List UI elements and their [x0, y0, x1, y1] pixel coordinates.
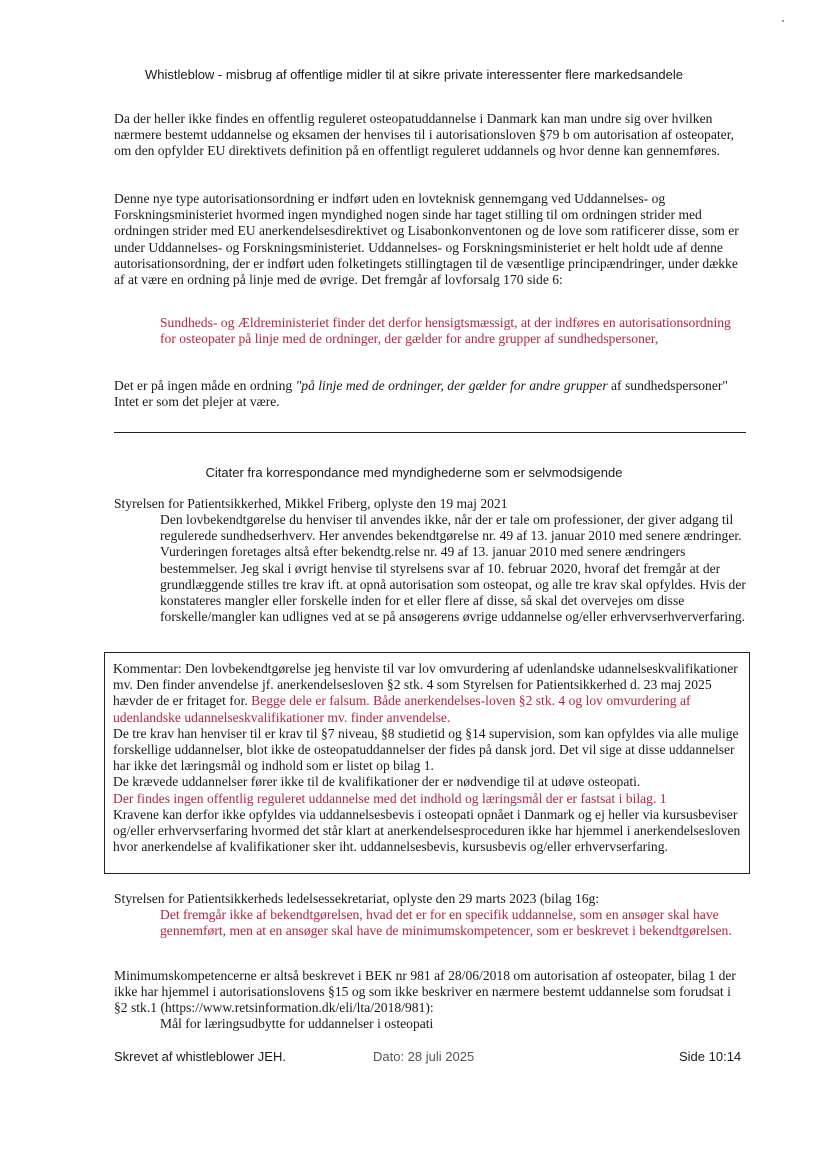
- comment-rebuttal: Begge dele er falsum. Både anerkendelses-loven §2 stk. 4 og lov omvurdering af udenlandske udannelseskvalifikationer mv. finder anvendelse.: [113, 693, 691, 725]
- scan-speck: [782, 20, 784, 22]
- section-subtitle: Citater fra korrespondance med myndighederne som er selvmodsigende: [205, 465, 623, 480]
- stps-2021-heading: Styrelsen for Patientsikkerhed, Mikkel Friberg, oplyste den 19 maj 2021: [114, 496, 508, 511]
- stps-2021-quote: Den lovbekendtgørelse du henviser til anvendes ikke, når der er tale om professioner, der giver adgang til regulerede sundhedserhverv. Her anvendes bekendtgørelse nr. 49 af 13. januar 2010 med senere ændringer. Vurderingen foretages altså efter bekendtg.relse nr. 49 af 13. januar 2010 med senere ændringers bestemmelser. Jeg skal i øvrigt henvise til styrelsens svar af 10. februar 2020, hvoraf det fremgår at der grundlæggende stilles tre krav ift. at opnå autorisation som osteopat, og alle tre krav skal opfyldes. Hvis der konstateres mangler eller forskelle inden for et eller flere af disse, så skal det overvejes om disse forskelle/mangler kan udlignes ved at se på ansøgerens øvrige uddannelse og/eller erhvervserhververfaring.: [160, 512, 746, 625]
- stps-2023-quote: Det fremgår ikke af bekendtgørelsen, hvad det er for en specifik uddannelse, som en ansøger skal have gennemført, men at en ansøger skal have de minimumskompetencer, som er beskrevet i bekendtgørelsen.: [160, 907, 732, 939]
- paragraph-minimum-competences: Minimumskompetencerne er altså beskrevet i BEK nr 981 af 28/06/2018 om autorisation af osteopater, bilag 1 der ikke har hjemmel i autorisationslovens §15 og som ikke beskriver en nærmere bestemt uddannelse som forudsat i §2 stk.1 (https://www.retsinformation.dk/eli/lta/2018/981):: [114, 968, 736, 1016]
- page-title: Whistleblow - misbrug af offentlige midler til at sikre private interessenter flere markedsandele: [144, 67, 684, 82]
- comment-part-1: [113, 661, 741, 726]
- paragraph-learning-outcomes: Mål for læringsudbytte for uddannelser i osteopati: [160, 1016, 434, 1031]
- paragraph-conclusion-start: Det er på ingen måde en ordning: [114, 378, 296, 393]
- comment-part-4: Der findes ingen offentlig reguleret uddannelse med det indhold og læringsmål der er fastsat i bilag. 1: [113, 790, 667, 806]
- stps-2023-heading: Styrelsen for Patientsikkerheds ledelsessekretariat, oplyste den 29 marts 2023 (bilag 16g:: [114, 891, 600, 906]
- paragraph-conclusion: [114, 378, 746, 410]
- comment-box: [104, 652, 750, 874]
- comment-part-2: De tre krav han henviser til er krav til §7 niveau, §8 studietid og §14 supervision, som kan opfyldes via alle mulige forskellige uddannelser, blot ikke de osteopatuddannelser der fides på dansk jord. Det vil sige at disse uddannelser har ikke det læringsmål og indhold som er listet op bilag 1.: [113, 725, 739, 774]
- comment-claim: Kommentar: Den lovbekendtgørelse jeg henviste til var lov omvurdering af udenlandske udannelseskvalifikationer mv. Den finder anvendelse jf. anerkendelsesloven §2 stk. 4 som Styrelsen for Patientsikkerhed d. 23 maj 2025 hævder de er fritaget for.: [113, 661, 738, 709]
- footer-date: Dato: 28 juli 2025: [373, 1049, 475, 1064]
- paragraph-conclusion-quote: "på linje med de ordninger, der gælder for andre grupper: [295, 378, 608, 393]
- footer-page-number: Side 10:14: [679, 1049, 742, 1064]
- paragraph-conclusion-end: af sundhedspersoner" Intet er som det plejer at være.: [114, 378, 728, 410]
- comment-part-5: Kravene kan derfor ikke opfyldes via uddannelsesbevis i osteopati opnået i Danmark og ej heller via kursusbeviser og/eller erhvervserfaring hvormed det står klart at anerkendelsesproceduren ikke har hjemmel i anerkendelsesloven hvor anerkendelse af kvalifikationer sker iht. uddannelsesbevis, kursusbevis og/eller erhvervserfaring.: [113, 806, 741, 855]
- footer-author: Skrevet af whistleblower JEH.: [114, 1049, 286, 1064]
- paragraph-authorisation: Denne nye type autorisationsordning er indført uden en lovteknisk gennemgang ved Uddannelses- og Forskningsministeriet hvormed ingen myndighed nogen sinde har taget stilling til om ordningen strider med ordningen strider med EU anerkendelsesdirektivet og Lisabonkonventonen og de love som ratificerer disse, som er under Uddannelses- og Forskningsministeriet. Uddannelses- og Forskningsministeriet er helt holdt ude af denne autorisationsordning, der er indført uden folketingets stillingtagen til de væsentlige principændringer, under dække af at være en ordning på linje med de øvrige. Det fremgår af lovforsalg 170 side 6:: [114, 191, 739, 288]
- comment-part-3: De krævede uddannelser fører ikke til de kvalifikationer der er nødvendige til at udøve osteopati.: [113, 774, 641, 790]
- section-divider: [114, 432, 746, 433]
- paragraph-intro: Da der heller ikke findes en offentlig reguleret osteopatuddannelse i Danmark kan man undre sig over hvilken nærmere bestemt uddannelse og eksamen der henvises til i autorisationsloven §79 b om autorisation af osteopater, om den opfylder EU direktivets definition på en offentligt reguleret uddannels og hvor denne kan gennemføres.: [114, 111, 735, 159]
- quote-ministry: Sundheds- og Ældreministeriet finder det derfor hensigtsmæssigt, at der indføres en autorisationsordning for osteopater på linje med de ordninger, der gælder for andre grupper af sundhedspersoner,: [160, 315, 731, 347]
